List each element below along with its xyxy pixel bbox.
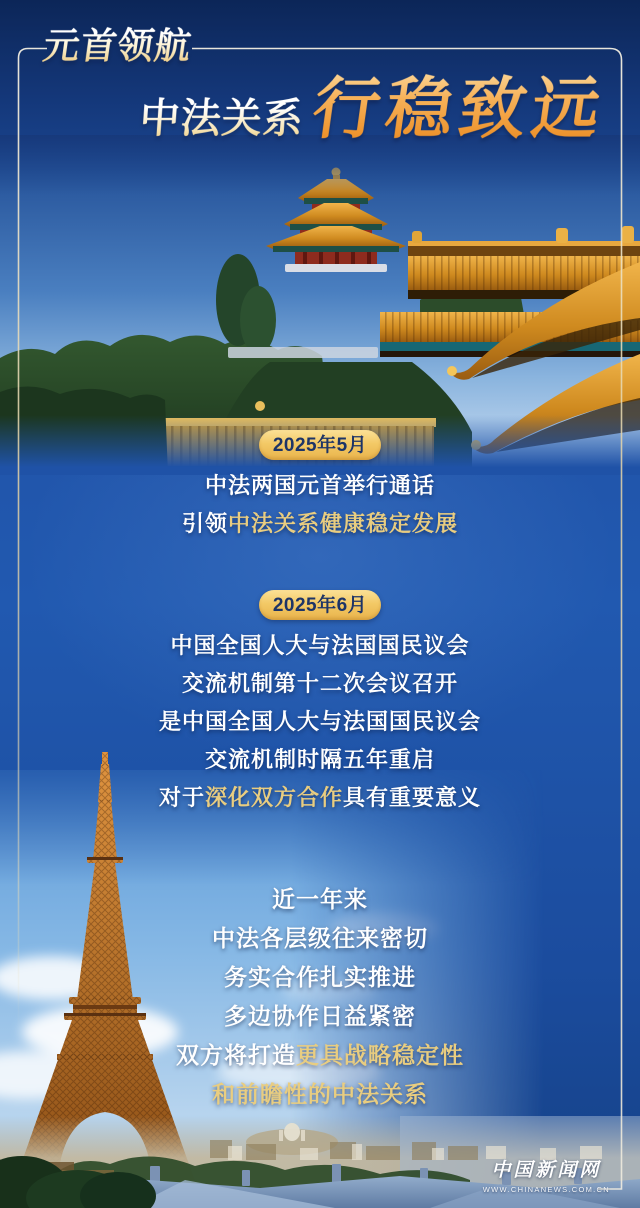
line-segment: 多边协作日益紧密 [224, 1003, 416, 1029]
date-badge-june: 2025年6月 [259, 590, 381, 620]
text-line [0, 919, 640, 958]
section-past-year [0, 880, 640, 1114]
line-segment: 具有重要意义 [343, 785, 482, 810]
line-segment: 中国全国人大与法国国民议会 [170, 633, 470, 658]
text-line [0, 627, 640, 665]
line-segment-gold: 中法关系健康稳定发展 [228, 511, 459, 536]
line-segment: 务实合作扎实推进 [224, 964, 416, 990]
badge-row [0, 590, 640, 620]
text-line [0, 779, 640, 817]
chinanews-logo [483, 1155, 610, 1194]
badge-row [0, 430, 640, 460]
title-text-highlight: 行稳致远 [307, 56, 612, 152]
section-2025-05 [0, 430, 640, 543]
text-line [0, 997, 640, 1036]
line-segment: 引领 [181, 511, 228, 536]
line-segment: 交流机制时隔五年重启 [204, 747, 435, 772]
chinanews-logo-url: WWW.CHINANEWS.COM.CN [482, 1185, 610, 1194]
line-segment: 双方将打造 [176, 1042, 296, 1068]
line-segment: 交流机制第十二次会议召开 [181, 671, 458, 696]
text-line [0, 665, 640, 703]
line-segment: 近一年来 [272, 886, 368, 912]
date-badge-may: 2025年5月 [259, 430, 381, 460]
text-line [0, 505, 640, 543]
title-text-prefix: 中法关系 [138, 87, 306, 144]
text-line [0, 1036, 640, 1075]
text-line [0, 880, 640, 919]
line-segment: 中法两国元首举行通话 [204, 473, 435, 498]
title-text-primary: 元首领航 [40, 18, 195, 69]
line-segment-gold: 和前瞻性的中法关系 [212, 1081, 428, 1107]
chinanews-logo-wordmark: 中国新闻网 [491, 1159, 602, 1181]
text-line [0, 958, 640, 997]
section-2025-06 [0, 590, 640, 817]
text-line [0, 467, 640, 505]
text-line [0, 741, 640, 779]
line-segment-gold: 深化双方合作 [204, 785, 343, 810]
top-photo-jingshan-forbidden-city [0, 135, 640, 475]
text-line [0, 703, 640, 741]
line-segment: 是中国全国人大与法国国民议会 [158, 709, 481, 734]
text-line [0, 1075, 640, 1114]
page-title-line2 [138, 56, 611, 152]
line-segment: 中法各层级往来密切 [212, 925, 428, 951]
line-segment-gold: 更具战略稳定性 [296, 1042, 464, 1068]
line-segment: 对于 [158, 785, 205, 810]
